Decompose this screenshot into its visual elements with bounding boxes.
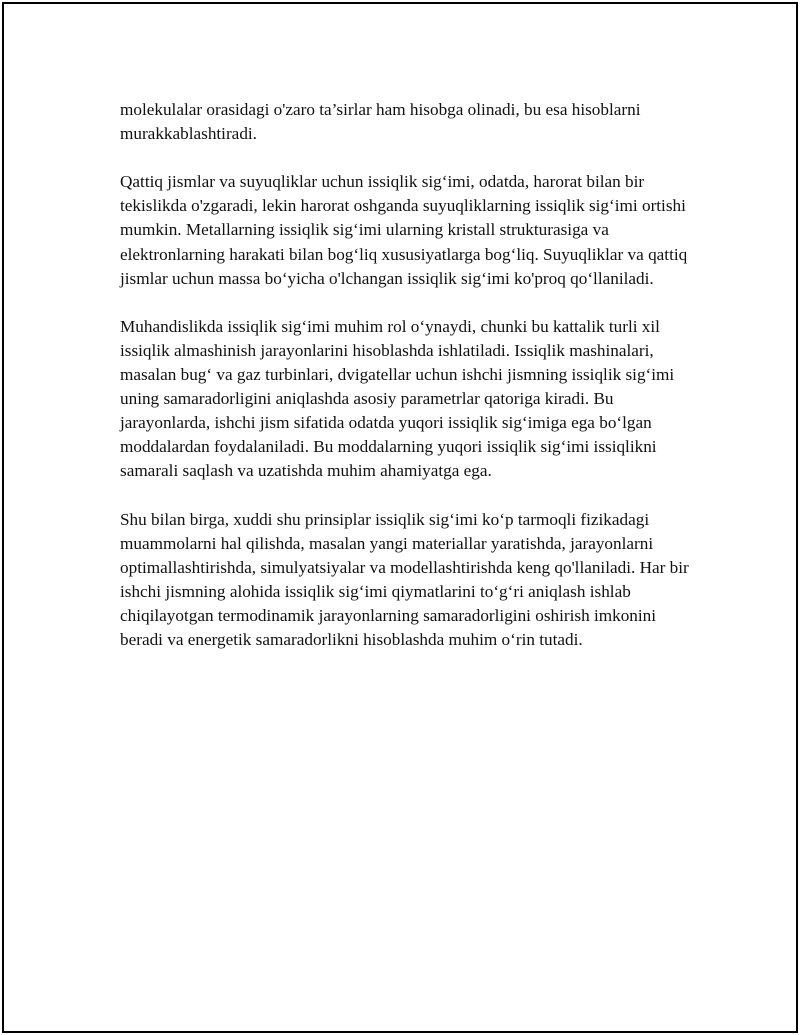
paragraph-4: Shu bilan birga, xuddi shu prinsiplar issiqlik sig‘imi ko‘p tarmoqli fizikadagi muammolarni hal qilishda, masalan yangi materiallar yaratishda, jarayonlarni optimallashtirishda, simulyatsiyalar va modellashtirishda keng qo'llaniladi. Har bir ishchi jismning alohida issiqlik sig‘imi qiymatlarini to‘g‘ri aniqlash ishlab chiqilayotgan termodinamik jarayonlarning samaradorligini oshirish imkonini beradi va energetik samaradorlikni hisoblashda muhim o‘rin tutadi. [120, 509, 689, 650]
document-page [2, 2, 798, 1033]
paragraph-1: molekulalar orasidagi o'zaro ta’sirlar ham hisobga olinadi, bu esa hisoblarni murakkablashtiradi. [120, 100, 641, 144]
paragraph-2: Qattiq jismlar va suyuqliklar uchun issiqlik sig‘imi, odatda, harorat bilan bir tekislikda o'zgaradi, lekin harorat oshganda suyuqliklarning issiqlik sig‘imi ortishi mumkin. Metallarning issiqlik sig‘imi ularning kristall strukturasiga va elektronlarning harakati bilan bog‘liq xususiyatlarga bog‘liq. Suyuqliklar va qattiq jismlar uchun massa bo‘yicha o'lchangan issiqlik sig‘imi ko'proq qo‘llaniladi. [120, 172, 688, 288]
paragraph-3: Muhandislikda issiqlik sig‘imi muhim rol o‘ynaydi, chunki bu kattalik turli xil issiqlik almashinish jarayonlarini hisoblashda ishlatiladi. Issiqlik mashinalari, masalan bug‘ va gaz turbinlari, dvigatellar uchun ishchi jismning issiqlik sig‘imi uning samaradorligini aniqlashda asosiy parametrlar qatoriga kiradi. Bu jarayonlarda, ishchi jism sifatida odatda yuqori issiqlik sig‘imiga ega bo‘lgan moddalardan foydalaniladi. Bu moddalarning yuqori issiqlik sig‘imi issiqlikni samarali saqlash va uzatishda muhim ahamiyatga ega. [120, 316, 675, 481]
document-body [120, 98, 692, 676]
